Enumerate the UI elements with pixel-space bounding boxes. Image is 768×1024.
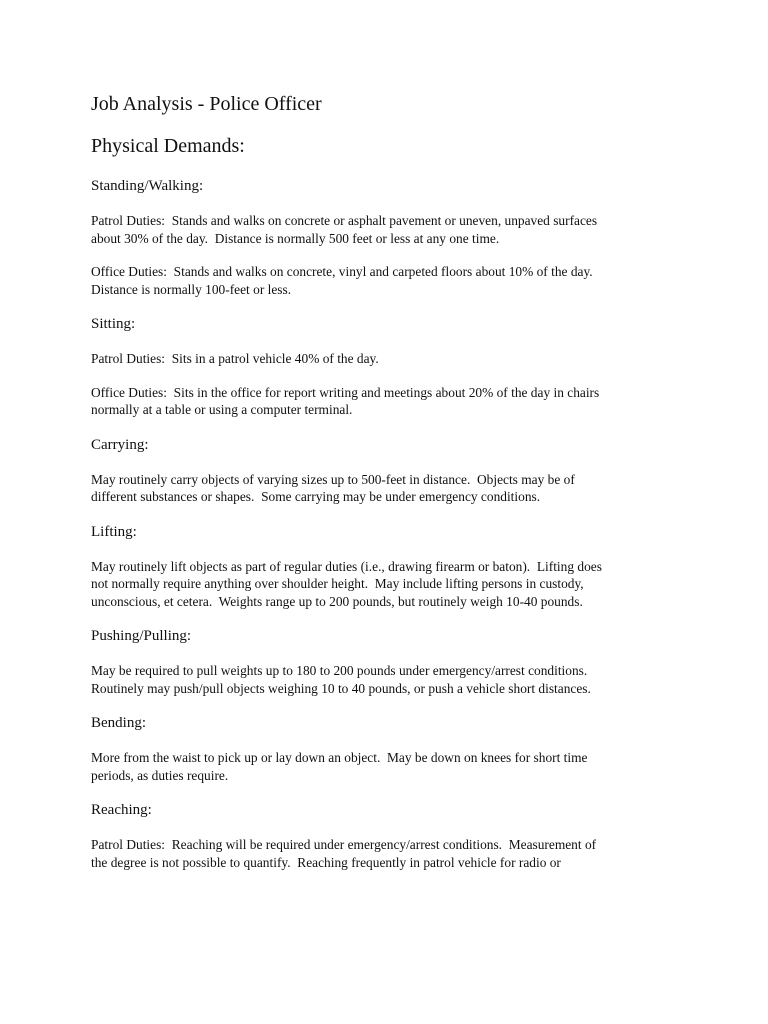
document-subtitle: Physical Demands: bbox=[91, 135, 245, 157]
section-carrying bbox=[91, 435, 691, 506]
section-bending bbox=[91, 713, 691, 784]
section-pushing-pulling bbox=[91, 626, 691, 697]
paragraph: More from the waist to pick up or lay down an object. May be down on knees for short time periods, as duties require. bbox=[91, 750, 588, 783]
section-heading: Carrying: bbox=[91, 436, 149, 453]
paragraph: Patrol Duties: Sits in a patrol vehicle 40% of the day. bbox=[91, 351, 379, 366]
section-heading: Lifting: bbox=[91, 523, 137, 540]
document-title: Job Analysis - Police Officer bbox=[91, 93, 322, 115]
paragraph: Office Duties: Stands and walks on concrete, vinyl and carpeted floors about 10% of the day. Distance is normally 100-feet or less. bbox=[91, 264, 593, 297]
paragraph: May be required to pull weights up to 180 to 200 pounds under emergency/arrest conditions. Routinely may push/pull objects weighing 10 to 40 pounds, or push a vehicle short distances. bbox=[91, 663, 591, 696]
section-heading: Sitting: bbox=[91, 316, 136, 332]
section-heading: Bending: bbox=[91, 715, 146, 731]
section-heading: Pushing/Pulling: bbox=[91, 628, 192, 644]
section-reaching bbox=[91, 800, 691, 871]
paragraph: Office Duties: Sits in the office for report writing and meetings about 20% of the day in chairs normally at a table or using a computer terminal. bbox=[91, 384, 600, 417]
paragraph: May routinely carry objects of varying sizes up to 500-feet in distance. Objects may be of different substances or shapes. Some carrying may be under emergency conditions. bbox=[91, 471, 575, 504]
document-page bbox=[91, 90, 691, 887]
paragraph: May routinely lift objects as part of regular duties (i.e., drawing firearm or baton). Lifting does not normally require anything over shoulder height. May include lifting persons in custody, unconscious, et cetera. Weights range up to 200 pounds, but routinely weigh 10-40 pounds. bbox=[91, 558, 602, 609]
section-sitting bbox=[91, 314, 691, 419]
section-heading: Standing/Walking: bbox=[91, 178, 204, 194]
section-heading: Reaching: bbox=[91, 802, 152, 818]
paragraph: Patrol Duties: Stands and walks on concrete or asphalt pavement or uneven, unpaved surfaces about 30% of the day. Distance is normally 500 feet or less at any one time. bbox=[91, 213, 598, 246]
section-standing-walking bbox=[91, 176, 691, 298]
section-lifting bbox=[91, 522, 691, 611]
paragraph: Patrol Duties: Reaching will be required under emergency/arrest conditions. Measurement of the degree is not possible to quantify. Reaching frequently in patrol vehicle for radio or bbox=[91, 837, 597, 870]
